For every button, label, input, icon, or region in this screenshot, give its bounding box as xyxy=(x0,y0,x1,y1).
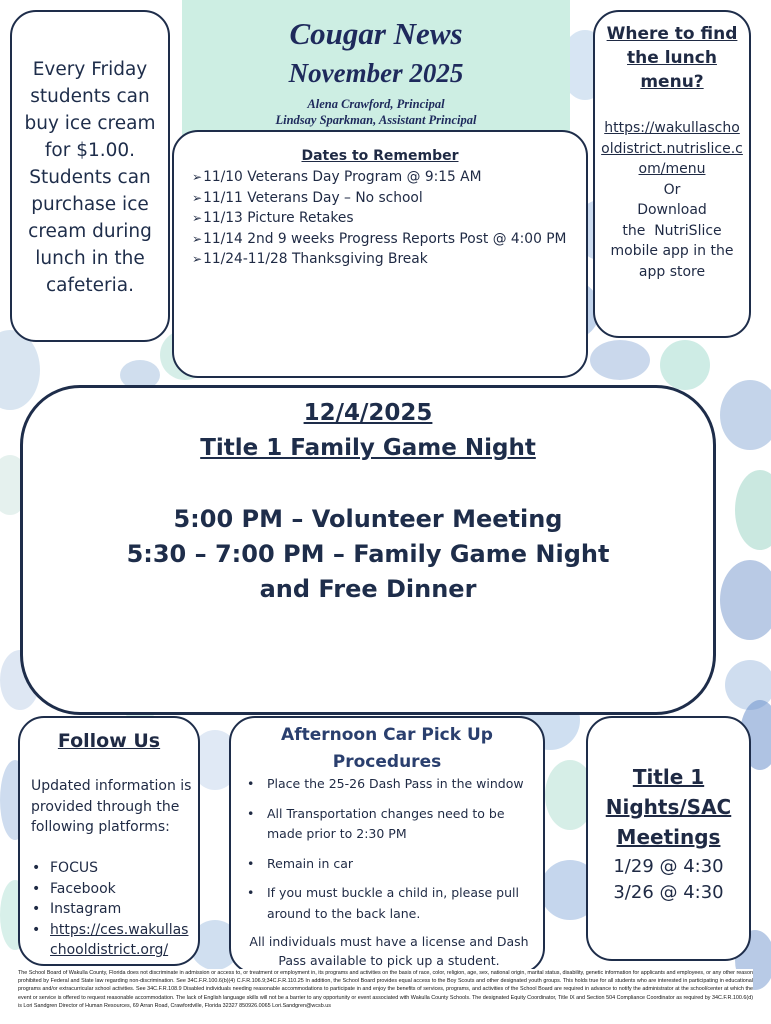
principal-name: Alena Crawford, Principal xyxy=(307,97,445,111)
list-item: • FOCUS xyxy=(32,858,194,879)
non-discrimination-disclaimer: The School Board of Wakulla County, Florida does not discriminate in admission or access to, or treatment or employment in, its programs and activities on the basis of race, color, religion, age, sex, national origin, marital status, disability, genetic information for applicants and employees, or any other reason prohibited by Federal and State law regarding non-discrimination. See 34C.F.R.100.6(b)(4) C.F.R.106.9;34C.F.R.110.25 In addition, the School Board provides equal access to the Boy Scouts and other designated youth groups. This holds true for all students who are interested in participating in educational programs and/or extracurricular school activities. See 34C.F.R.108.9 Disabled individuals needing reasonable accommodations to participate in and enjoy the benefits of services, programs, and activities of the School Board are required in advance to notify the administrator at the school/center at which the event or service is offered to request reasonable accommodation. The lack of English language skills will not be a barrier to any opportunity or event associated with Wakulla County Schools. The designated Equity Coordinator, Title IX and Section 504 Compliance Coordinator as required by 34C.F.R.100.6(d) is Lori Sandgren Director of Human Resources, 69 Arran Road, Crawfordville, Florida 32327 850926.0065 Lori.Sandgren@wcsb.us xyxy=(18,970,753,1009)
list-item: ➢ 11/14 2nd 9 weeks Progress Reports Post @ 4:00 PM xyxy=(192,229,566,250)
event-date: 12/4/2025 xyxy=(303,400,433,426)
pickup-procedures-box xyxy=(229,716,545,974)
lunch-menu-title: Where to find the lunch menu? xyxy=(606,24,738,92)
game-night-box xyxy=(20,385,716,715)
lunch-download-text: Download xyxy=(637,202,707,218)
pickup-list xyxy=(247,774,533,933)
list-item: • Facebook xyxy=(32,879,194,900)
meeting-date: 3/26 @ 4:30 xyxy=(613,882,724,903)
list-item: ➢ 11/10 Veterans Day Program @ 9:15 AM xyxy=(192,167,566,188)
dates-to-remember-box xyxy=(172,130,588,378)
pickup-title: Afternoon Car Pick Up Procedures xyxy=(281,725,493,772)
list-item xyxy=(32,920,194,961)
list-item: • Remain in car xyxy=(247,854,533,875)
list-item: ➢ 11/13 Picture Retakes xyxy=(192,208,566,229)
title1-meetings-title: Title 1 Nights/SAC Meetings xyxy=(605,765,732,849)
list-item: ➢ 11/24-11/28 Thanksgiving Break xyxy=(192,249,566,270)
newsletter-title: Cougar News xyxy=(289,16,463,51)
meeting-date: 1/29 @ 4:30 xyxy=(613,856,724,877)
lunch-menu-body xyxy=(601,118,743,282)
follow-us-title: Follow Us xyxy=(57,730,161,752)
list-item: • All Transportation changes need to be made prior to 2:30 PM xyxy=(247,804,533,845)
follow-us-box xyxy=(18,716,200,966)
event-line-volunteer: 5:00 PM – Volunteer Meeting xyxy=(173,505,563,533)
assistant-principal-name: Lindsay Sparkman, Assistant Principal xyxy=(275,113,477,127)
event-line-dinner: and Free Dinner xyxy=(259,575,477,603)
event-name: Title 1 Family Game Night xyxy=(200,435,536,461)
event-line-game-night: 5:30 – 7:00 PM – Family Game Night xyxy=(126,540,610,568)
list-item: ➢ 11/11 Veterans Day – No school xyxy=(192,188,566,209)
title1-meeting-dates xyxy=(588,854,749,906)
ice-cream-box xyxy=(10,10,170,342)
list-item: • Instagram xyxy=(32,899,194,920)
lunch-menu-link[interactable]: https://wakullaschooldistrict.nutrislice.com/menu xyxy=(601,120,743,177)
pickup-note: All individuals must have a license and Dash Pass available to pick up a student. xyxy=(249,934,529,968)
list-item: • Place the 25-26 Dash Pass in the window xyxy=(247,774,533,795)
platform-list xyxy=(32,858,194,961)
lunch-menu-box xyxy=(593,10,751,338)
title1-meetings-box xyxy=(586,716,751,961)
newsletter-subtitle: November 2025 xyxy=(288,58,464,88)
lunch-or-text: Or xyxy=(663,181,681,198)
follow-us-intro: Updated information is provided through the following platforms: xyxy=(31,778,192,835)
school-website-link[interactable]: https://ces.wakullaschooldistrict.org/ xyxy=(50,921,189,958)
ice-cream-text: Every Friday students can buy ice cream for $1.00. Students can purchase ice cream during lunch in the cafeteria. xyxy=(24,59,156,296)
lunch-app-text: the NutriSlice mobile app in the app store xyxy=(610,222,738,280)
dates-title: Dates to Remember xyxy=(301,148,459,164)
dates-list xyxy=(192,167,566,270)
list-item: • If you must buckle a child in, please pull around to the back lane. xyxy=(247,883,533,924)
